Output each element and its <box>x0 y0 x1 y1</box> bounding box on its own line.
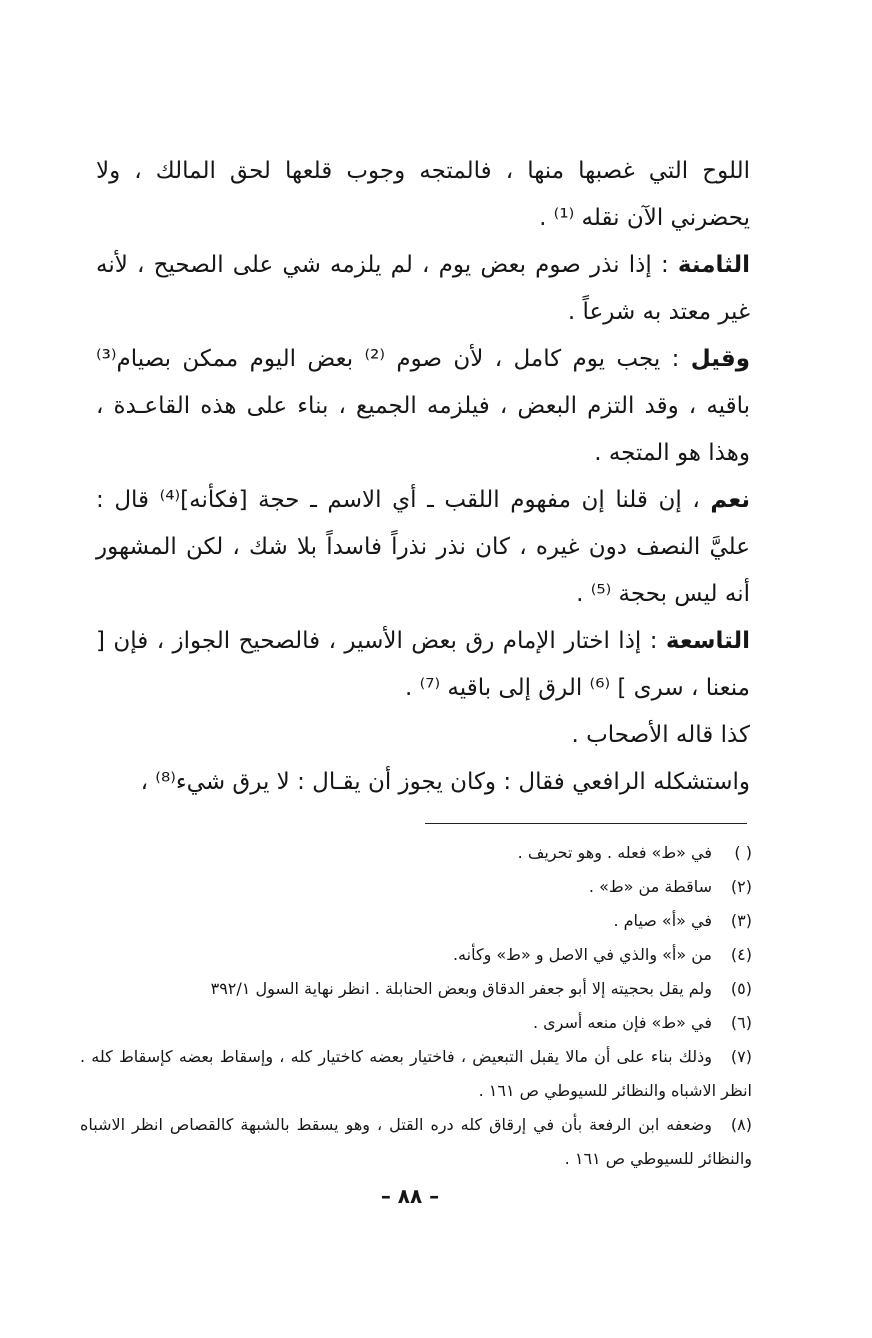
paragraph-5: التاسعة : إذا اختار الإمام رق بعض الأسير ، فالصحيح الجواز ، فإن [ منعنا ، سرى ] ⁽⁶⁾ الرق إلى باقيه ⁽⁷⁾ . <box>96 628 750 701</box>
paragraph-lead-word: نعم <box>710 487 750 513</box>
footnote-number: (٧) <box>730 1047 752 1066</box>
footnote <box>80 1108 752 1176</box>
footnote-number: ( ) <box>734 843 752 862</box>
paragraph-7: واستشكله الرافعي فقال : وكان يجوز أن يقـال : لا يرق شيء⁽⁸⁾ ، <box>140 769 750 795</box>
footnote <box>80 870 752 904</box>
footnote <box>80 1040 752 1108</box>
footnote-text: ساقطة من «ط» . <box>588 877 712 896</box>
footnote <box>80 904 752 938</box>
footnote <box>80 836 752 870</box>
footnote-number: (٥) <box>730 979 752 998</box>
paragraph-1: اللوح التي غصبها منها ، فالمتجه وجوب قلعها لحق المالك ، ولا يحضرني الآن نقله ⁽¹⁾ . <box>96 158 750 231</box>
footnote-number: (٣) <box>730 911 752 930</box>
footnote-text: في «ط» فعله . وهو تحريف . <box>517 843 712 862</box>
footnote-text: في «ط» فإن منعه أسرى . <box>532 1013 712 1032</box>
main-text <box>96 148 750 806</box>
paragraph-lead-word: التاسعة <box>665 628 750 654</box>
paragraph-lead-word: وقيل <box>690 346 750 372</box>
footnote-number: (٨) <box>730 1115 752 1134</box>
paragraph-2: الثامنة : إذا نذر صوم بعض يوم ، لم يلزمه شي على الصحيح ، لأنه غير معتد به شرعاً . <box>96 252 750 325</box>
footnote-text: في «أ» صيام . <box>613 911 712 930</box>
footnote-text: ولم يقل بحجيته إلا أبو جعفر الدقاق وبعض الحنابلة . انظر نهاية السول ٣٩٢/١ <box>210 979 712 998</box>
footnote <box>80 1006 752 1040</box>
paragraph-lead-word: الثامنة <box>677 252 750 278</box>
page-number: – ٨٨ – <box>380 1184 440 1208</box>
footnote-number: (٢) <box>730 877 752 896</box>
footnote-text: وذلك بناء على أن مالا يقبل التبعيض ، فاختيار بعضه كاختيار كله ، وإسقاط بعضه كإسقاط كله . انظر الاشباه والنظائر للسيوطي ص ١٦١ . <box>80 1047 752 1100</box>
footnote <box>80 938 752 972</box>
footnote-number: (٤) <box>730 945 752 964</box>
footnote <box>80 972 752 1006</box>
footnote-separator <box>425 823 747 824</box>
footnotes <box>80 836 752 1176</box>
paragraph-3: وقيل : يجب يوم كامل ، لأن صوم ⁽²⁾ بعض اليوم ممكن بصيام⁽³⁾ باقيه ، وقد التزم البعض ، فيلزمه الجميع ، بناء على هذه القاعـدة ، وهذا هو المتجه . <box>96 346 750 466</box>
paragraph-4: نعم ، إن قلنا إن مفهوم اللقب ـ أي الاسم ـ حجة [فكأنه]⁽⁴⁾ قال : عليَّ النصف دون غيره ، كان نذر نذراً فاسداً بلا شك ، لكن المشهور أنه ليس بحجة ⁽⁵⁾ . <box>96 487 750 607</box>
footnote-text: من «أ» والذي في الاصل و «ط» وكأنه. <box>452 945 712 964</box>
paragraph-6: كذا قاله الأصحاب . <box>571 722 750 748</box>
footnote-text: وضعفه ابن الرفعة بأن في إرقاق كله دره القتل ، وهو يسقط بالشبهة كالقصاص انظر الاشباه والنظائر للسيوطي ص ١٦١ . <box>80 1115 752 1168</box>
footnote-number: (٦) <box>730 1013 752 1032</box>
